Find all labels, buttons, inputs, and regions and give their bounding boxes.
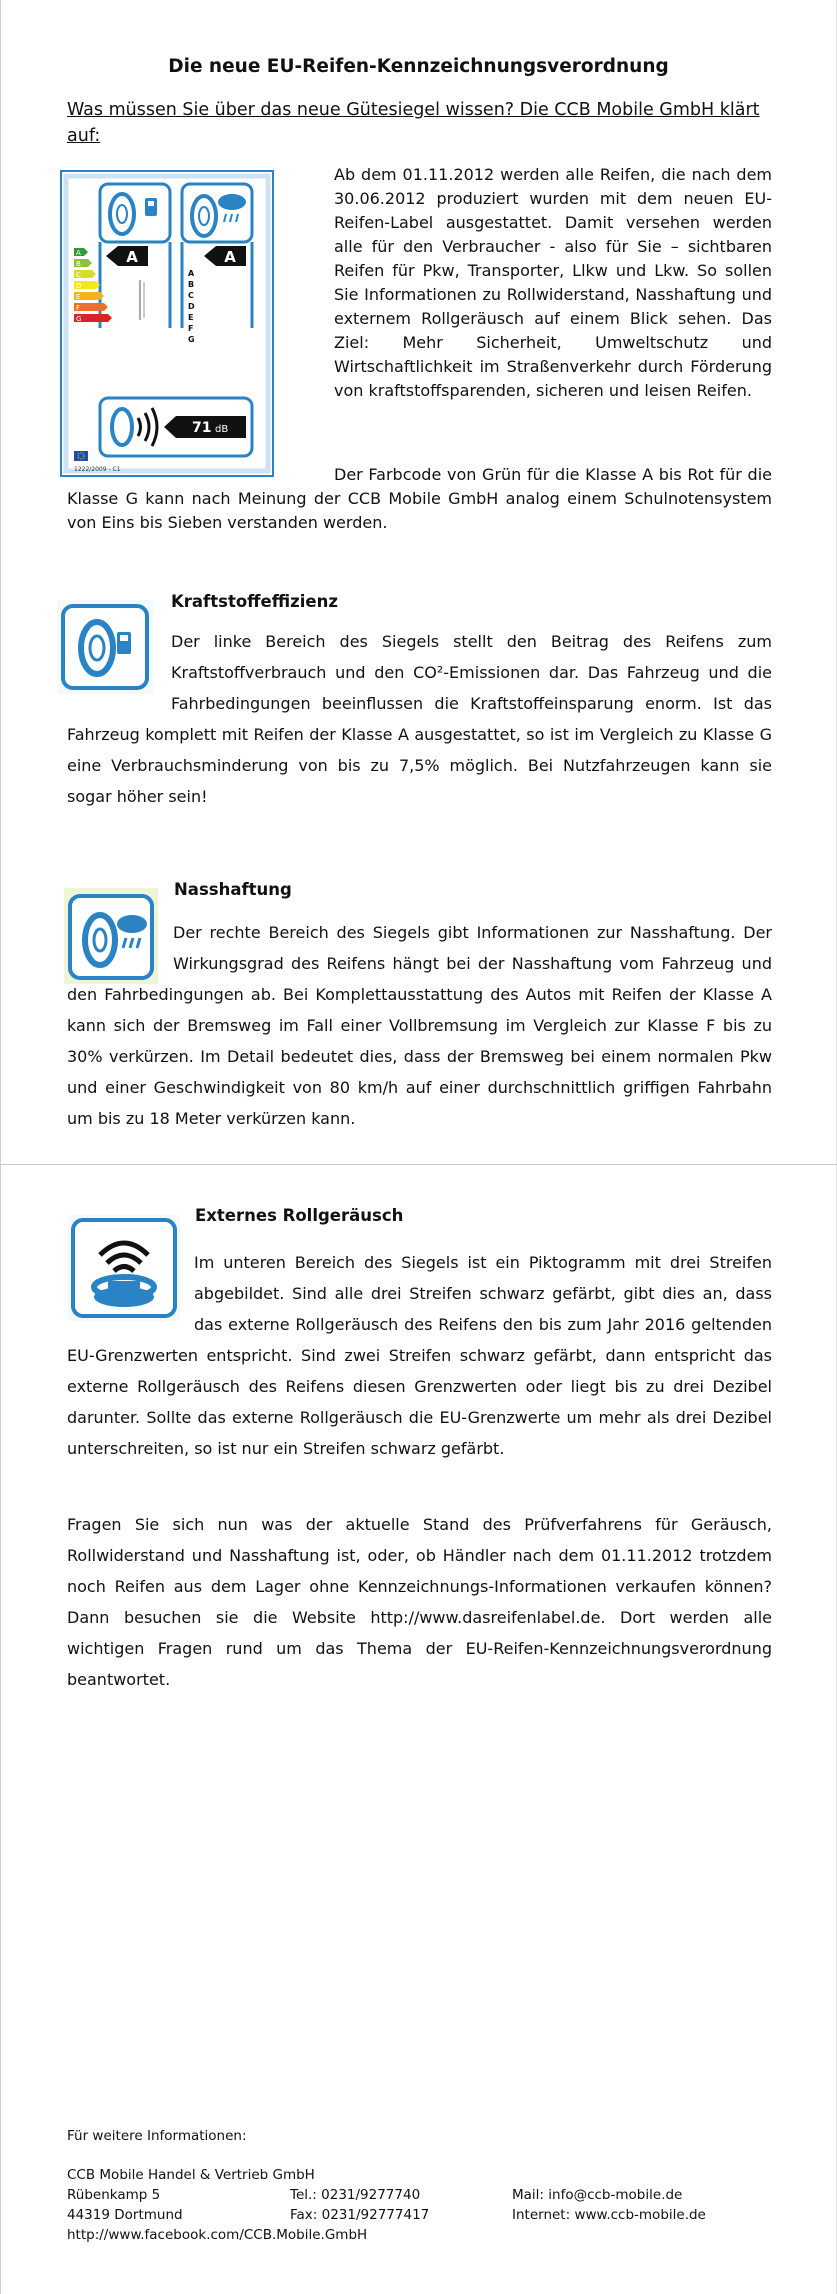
section-body-wet-wrap	[67, 917, 772, 1134]
fuel-class-letter: A	[126, 248, 138, 266]
document-subtitle: Was müssen Sie über das neue Gütesiegel wissen? Die CCB Mobile GmbH klärt auf:	[67, 100, 760, 146]
fuel-class-bar-label: E	[76, 293, 81, 301]
footer-facebook-link[interactable]: http://www.facebook.com/CCB.Mobile.GmbH	[67, 2227, 368, 2243]
fuel-class-bar-label: G	[76, 315, 82, 323]
section-body-fuel-wrap	[67, 626, 772, 812]
closing-paragraph: Fragen Sie sich nun was der aktuelle Stand des Prüfverfahrens für Geräusch, Rollwiderstand und Nasshaftung ist, oder, ob Händler nach dem 01.11.2012 trotzdem noch Reifen aus dem Lager ohne Kennzeichnungs-Informationen verkaufen können? Dann besuchen sie die Website http://www.dasreifenlabel.de. Dort werden alle wichtigen Fragen rund um das Thema der EU-Reifen-Kennzeichnungsverordnung beantwortet.	[67, 1515, 772, 1689]
wet-class-scale-letter: D	[188, 302, 195, 311]
text-wrap-spacer	[67, 1247, 194, 1340]
fuel-class-bar-label: C	[76, 271, 81, 279]
footer-street: Rübenkamp 5	[67, 2187, 161, 2203]
section-heading-fuel: Kraftstoffeffizienz	[171, 592, 338, 611]
wet-class-letter: A	[224, 248, 236, 266]
footer-internet-link[interactable]: Internet: www.ccb-mobile.de	[512, 2207, 706, 2223]
fuel-class-bar-label: B	[76, 260, 81, 268]
wet-class-scale-letter: B	[188, 280, 195, 289]
footer-mail-link[interactable]: Mail: info@ccb-mobile.de	[512, 2187, 683, 2203]
section-body-noise-wrap	[67, 1247, 772, 1464]
fuel-class-bar-label: A	[76, 249, 81, 257]
eu-tyre-label-graphic	[60, 170, 274, 477]
page-edge	[0, 0, 1, 2294]
noise-value: 71	[192, 420, 212, 436]
fuel-class-bar-label: D	[76, 282, 82, 290]
footer-city: 44319 Dortmund	[67, 2207, 183, 2223]
wet-class-scale-letter: A	[188, 269, 195, 278]
closing-paragraph-wrap	[67, 1509, 772, 1695]
wet-class-scale-letter: G	[188, 335, 195, 344]
footer-intro: Für weitere Informationen:	[67, 2128, 247, 2144]
section-heading-wet: Nasshaftung	[174, 880, 292, 899]
page-break-divider	[0, 1164, 837, 1165]
text-wrap-spacer	[67, 917, 173, 979]
intro-paragraph-1: Ab dem 01.11.2012 werden alle Reifen, die nach dem 30.06.2012 produziert wurden mit dem neuen EU-Reifen-Label ausgestattet. Damit versehen werden alle für den Verbraucher - also für Sie – sichtbaren Reifen für Pkw, Transporter, Llkw und Lkw. So sollen Sie Informationen zu Rollwiderstand, Nasshaftung und externem Rollgeräusch auf einem Blick sehen. Das Ziel: Mehr Sicherheit, Umweltschutz und Wirtschaftlichkeit im Straßenverkehr durch Förderung von kraftstoffsparenden, sicheren und leisen Reifen.	[334, 165, 772, 400]
intro-paragraph-2-wrap	[67, 463, 772, 535]
footer-fax: Fax: 0231/92777417	[290, 2207, 430, 2223]
section-heading-noise: Externes Rollgeräusch	[195, 1206, 404, 1225]
footer-tel: Tel.: 0231/9277740	[290, 2187, 421, 2203]
fuel-class-bar-label: F	[76, 304, 81, 312]
noise-unit: dB	[215, 424, 229, 435]
wet-class-scale-letter: E	[188, 313, 194, 322]
document-title: Die neue EU-Reifen-Kennzeichnungsverordnung	[168, 56, 669, 77]
section-body-wet: Der rechte Bereich des Siegels gibt Informationen zur Nasshaftung. Der Wirkungsgrad des Reifens hängt bei der Nasshaftung vom Fahrzeug und den Fahrbedingungen ab. Bei Komplettausstattung des Autos mit Reifen der Klasse A kann sich der Bremsweg im Fall einer Vollbremsung im Vergleich zur Klasse F bis zu 30% verkürzen. Im Detail bedeutet dies, dass der Bremsweg bei einem normalen Pkw und einer Geschwindigkeit von 80 km/h auf einer durchschnittlich griffigen Fahrbahn um bis zu 18 Meter verkürzen kann.	[67, 923, 772, 1128]
section-body-noise: Im unteren Bereich des Siegels ist ein Piktogramm mit drei Streifen abgebildet. Sind alle drei Streifen schwarz gefärbt, gibt dies an, dass das externe Rollgeräusch des Reifens den bis zum Jahr 2016 geltenden EU-Grenzwerten entspricht. Sind zwei Streifen schwarz gefärbt, dann entspricht das externe Rollgeräusch des Reifens diesen Grenzwerten oder liegt bis zu drei Dezibel darunter. Sollte das externe Rollgeräusch die EU-Grenzwerte um mehr als drei Dezibel unterschreiten, so ist nur ein Streifen schwarz gefärbt.	[67, 1253, 772, 1458]
section-body-fuel: Der linke Bereich des Siegels stellt den Beitrag des Reifens zum Kraftstoffverbrauch und den CO²-Emissionen dar. Das Fahrzeug und die Fahrbedingungen beeinflussen die Kraftstoffeinsparung enorm. Ist das Fahrzeug komplett mit Reifen der Klasse A ausgestattet, so ist im Vergleich zu Klasse G eine Verbrauchsminderung von bis zu 7,5% möglich. Bei Nutzfahrzeugen kann sie sogar höher sein!	[67, 632, 772, 806]
regulation-number: 1222/2009 - C1	[74, 466, 121, 473]
wet-class-scale-letter: C	[188, 291, 194, 300]
eu-tyre-label-image	[60, 170, 274, 477]
text-wrap-spacer	[67, 626, 171, 692]
intro-paragraph-2: Der Farbcode von Grün für die Klasse A bis Rot für die Klasse G kann nach Meinung der CCB Mobile GmbH analog einem Schulnotensystem von Eins bis Sieben verstanden werden.	[67, 465, 772, 532]
footer-company: CCB Mobile Handel & Vertrieb GmbH	[67, 2167, 315, 2183]
wet-class-scale-letter: F	[188, 324, 194, 333]
